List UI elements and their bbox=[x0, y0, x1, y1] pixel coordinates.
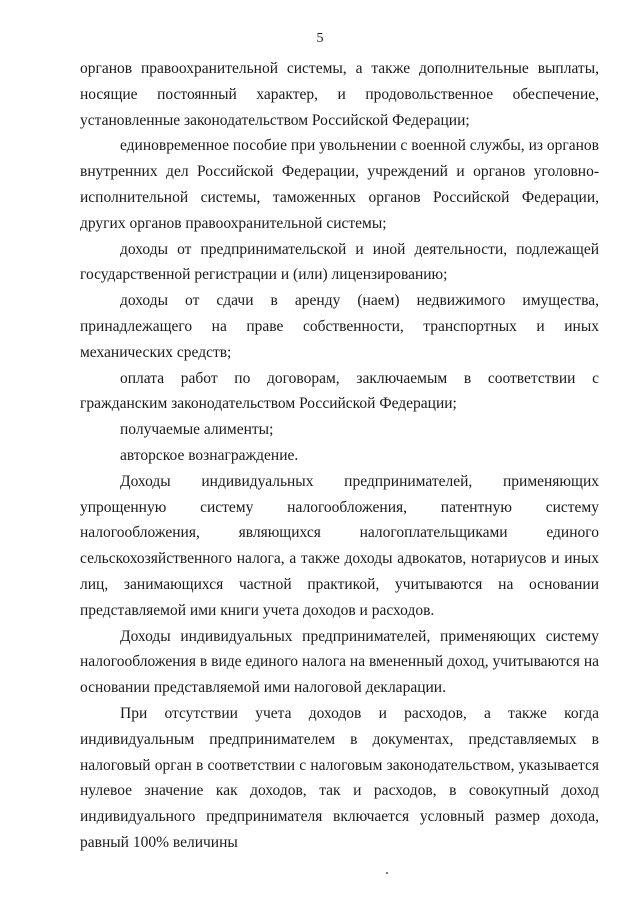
document-body bbox=[80, 56, 599, 856]
paragraph: получаемые алименты; bbox=[120, 421, 274, 439]
paragraph: Доходы индивидуальных предпринимателей, применяющих систему налогообложения в виде единого налога на вмененный доход, учитываются на основании представляемой ими налоговой декларации. bbox=[80, 627, 599, 697]
page-number: 5 bbox=[316, 31, 324, 46]
paragraph: оплата работ по договорам, заключаемым в соответствии с гражданским законодательством Российской Федерации; bbox=[80, 369, 599, 413]
paragraph: доходы от сдачи в аренду (наем) недвижимого имущества, принадлежащего на праве собственности, транспортных и иных механических средств; bbox=[80, 292, 599, 361]
paragraph: Доходы индивидуальных предпринимателей, применяющих упрощенную систему налогообложения, патентную систему налогообложения, являющихся налогоплательщиками единого сельскохозяйственного налога, а также доходы адвокатов, нотариусов и иных лиц, занимающихся частной практикой, учитываются на основании представляемой ими книги учета доходов и расходов. bbox=[80, 472, 599, 619]
paragraph: авторское вознаграждение. bbox=[120, 446, 299, 464]
scan-mark bbox=[386, 872, 388, 874]
paragraph: доходы от предпринимательской и иной деятельности, подлежащей государственной регистрации и (или) лицензированию; bbox=[80, 240, 599, 284]
paragraph: органов правоохранительной системы, а также дополнительные выплаты, носящие постоянный характер, и продовольственное обеспечение, установленные законодательством Российской Федерации; bbox=[80, 60, 599, 129]
paragraph: При отсутствии учета доходов и расходов, а также когда индивидуальным предпринимателем в документах, представляемых в налоговый орган в соответствии с налоговым законодательством, указывается нулевое значение как доходов, так и расходов, в совокупный доход индивидуального предпринимателя включается условный размер дохода, равный 100% величины bbox=[80, 704, 599, 851]
paragraph: единовременное пособие при увольнении с военной службы, из органов внутренних дел Российской Федерации, учреждений и органов уголовно-исполнительной системы, таможенных органов Российской Федерации, других органов правоохранительной системы; bbox=[80, 137, 599, 232]
